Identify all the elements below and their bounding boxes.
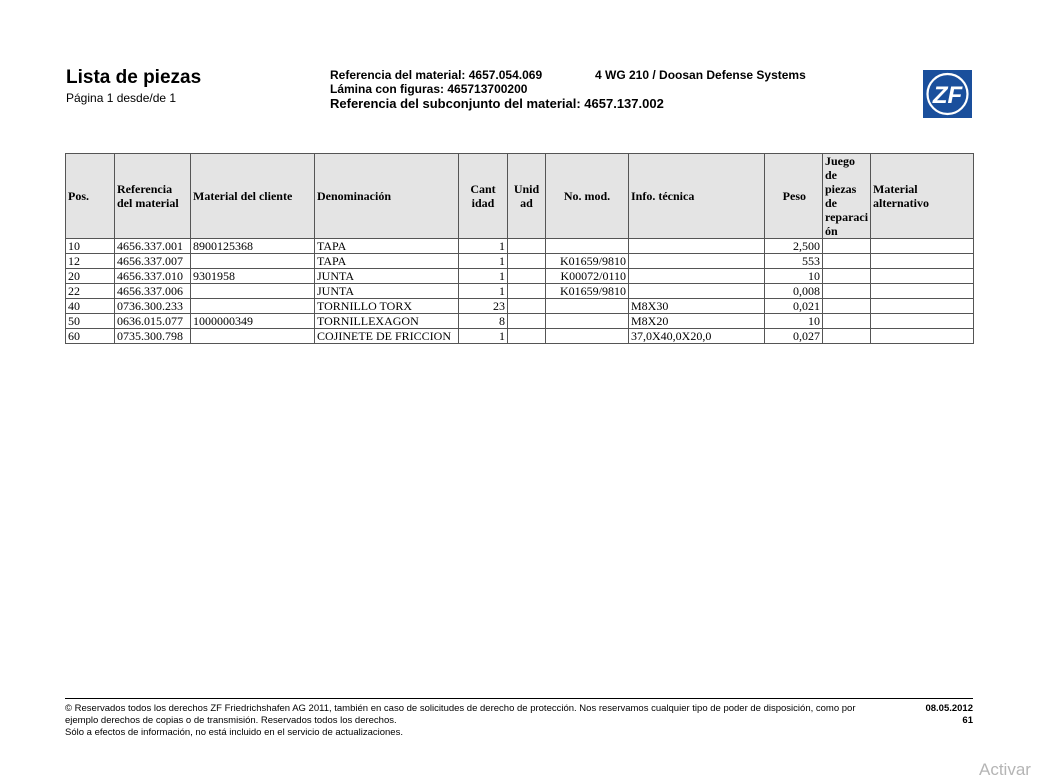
cell-unit [508, 329, 546, 344]
cell-repair-kit [823, 269, 871, 284]
activation-watermark: Activar [979, 760, 1031, 779]
cell-weight: 0,027 [765, 329, 823, 344]
cell-material-reference: 0636.015.077 [115, 314, 191, 329]
cell-technical-info [629, 269, 765, 284]
cell-alternative-material [871, 254, 974, 269]
cell-technical-info: 37,0X40,0X20,0 [629, 329, 765, 344]
copyright-line: ejemplo derechos de copias o de transmisión. Reservados todos los derechos. [65, 715, 397, 726]
col-technical-info: Info. técnica [629, 154, 765, 239]
col-material-reference: Referencia del material [115, 154, 191, 239]
col-denomination: Denominación [315, 154, 459, 239]
cell-denomination: TORNILLEXAGON [315, 314, 459, 329]
parts-table [65, 153, 974, 344]
cell-weight: 0,021 [765, 299, 823, 314]
cell-repair-kit [823, 284, 871, 299]
model-label: 4 WG 210 / Doosan Defense Systems [595, 68, 806, 82]
cell-alternative-material [871, 329, 974, 344]
cell-quantity: 1 [459, 239, 508, 254]
footer-page-number: 61 [962, 715, 973, 726]
cell-model-number [546, 329, 629, 344]
cell-repair-kit [823, 254, 871, 269]
cell-material-reference: 4656.337.001 [115, 239, 191, 254]
footer-date: 08.05.2012 [925, 703, 973, 714]
cell-weight: 10 [765, 269, 823, 284]
table-row [66, 239, 974, 254]
cell-model-number [546, 299, 629, 314]
cell-customer-material [191, 299, 315, 314]
footer-meta [925, 703, 973, 727]
col-quantity: Cant idad [459, 154, 508, 239]
cell-weight: 10 [765, 314, 823, 329]
cell-unit [508, 254, 546, 269]
cell-quantity: 1 [459, 284, 508, 299]
cell-technical-info [629, 254, 765, 269]
cell-customer-material: 1000000349 [191, 314, 315, 329]
cell-model-number [546, 314, 629, 329]
cell-denomination: JUNTA [315, 284, 459, 299]
cell-customer-material [191, 254, 315, 269]
cell-model-number: K01659/9810 [546, 254, 629, 269]
cell-material-reference: 0736.300.233 [115, 299, 191, 314]
cell-customer-material: 8900125368 [191, 239, 315, 254]
cell-alternative-material [871, 314, 974, 329]
cell-quantity: 23 [459, 299, 508, 314]
table-row [66, 329, 974, 344]
cell-weight: 553 [765, 254, 823, 269]
cell-unit [508, 239, 546, 254]
material-reference: Referencia del material: 4657.054.069 [330, 68, 543, 82]
cell-model-number: K01659/9810 [546, 284, 629, 299]
col-repair-kit: Juego de piezas de reparaci ón [823, 154, 871, 239]
cell-technical-info [629, 239, 765, 254]
cell-quantity: 1 [459, 269, 508, 284]
cell-quantity: 8 [459, 314, 508, 329]
figure-sheet-reference: Lámina con figuras: 465713700200 [330, 82, 528, 96]
footer-divider [65, 698, 973, 699]
cell-repair-kit [823, 314, 871, 329]
cell-alternative-material [871, 299, 974, 314]
cell-repair-kit [823, 239, 871, 254]
cell-unit [508, 284, 546, 299]
cell-denomination: TAPA [315, 254, 459, 269]
cell-denomination: TORNILLO TORX [315, 299, 459, 314]
cell-customer-material [191, 329, 315, 344]
copyright-line: Sólo a efectos de información, no está incluido en el servicio de actualizaciones. [65, 727, 403, 738]
col-pos: Pos. [66, 154, 115, 239]
cell-pos: 10 [66, 239, 115, 254]
cell-alternative-material [871, 269, 974, 284]
col-unit: Unid ad [508, 154, 546, 239]
cell-technical-info: M8X20 [629, 314, 765, 329]
subassembly-reference: Referencia del subconjunto del material: 4657.137.002 [330, 96, 664, 111]
table-row [66, 269, 974, 284]
cell-technical-info [629, 284, 765, 299]
col-customer-material: Material del cliente [191, 154, 315, 239]
cell-technical-info: M8X30 [629, 299, 765, 314]
cell-denomination: TAPA [315, 239, 459, 254]
cell-pos: 22 [66, 284, 115, 299]
table-row [66, 254, 974, 269]
cell-denomination: JUNTA [315, 269, 459, 284]
cell-material-reference: 4656.337.006 [115, 284, 191, 299]
page-info: Página 1 desde/de 1 [66, 91, 177, 105]
cell-pos: 50 [66, 314, 115, 329]
cell-material-reference: 0735.300.798 [115, 329, 191, 344]
cell-alternative-material [871, 239, 974, 254]
table-header-row [66, 154, 974, 239]
page-title: Lista de piezas [66, 67, 202, 88]
cell-customer-material: 9301958 [191, 269, 315, 284]
cell-unit [508, 314, 546, 329]
cell-model-number: K00072/0110 [546, 269, 629, 284]
cell-material-reference: 4656.337.010 [115, 269, 191, 284]
cell-repair-kit [823, 299, 871, 314]
cell-pos: 20 [66, 269, 115, 284]
col-model-number: No. mod. [546, 154, 629, 239]
cell-unit [508, 269, 546, 284]
table-row [66, 314, 974, 329]
cell-unit [508, 299, 546, 314]
table-row [66, 299, 974, 314]
col-alternative-material: Material alternativo [871, 154, 974, 239]
cell-denomination: COJINETE DE FRICCION [315, 329, 459, 344]
cell-pos: 12 [66, 254, 115, 269]
col-weight: Peso [765, 154, 823, 239]
footer-copyright [65, 703, 905, 739]
cell-quantity: 1 [459, 254, 508, 269]
cell-repair-kit [823, 329, 871, 344]
cell-pos: 60 [66, 329, 115, 344]
copyright-line: © Reservados todos los derechos ZF Friedrichshafen AG 2011, también en caso de solicitudes de derecho de protección. Nos reservamos cualquier tipo de poder de disposición, como por [65, 703, 856, 714]
cell-alternative-material [871, 284, 974, 299]
cell-customer-material [191, 284, 315, 299]
cell-pos: 40 [66, 299, 115, 314]
cell-model-number [546, 239, 629, 254]
cell-material-reference: 4656.337.007 [115, 254, 191, 269]
cell-quantity: 1 [459, 329, 508, 344]
cell-weight: 2,500 [765, 239, 823, 254]
logo-text: ZF [932, 82, 963, 109]
table-row [66, 284, 974, 299]
zf-logo-icon [923, 70, 972, 118]
cell-weight: 0,008 [765, 284, 823, 299]
